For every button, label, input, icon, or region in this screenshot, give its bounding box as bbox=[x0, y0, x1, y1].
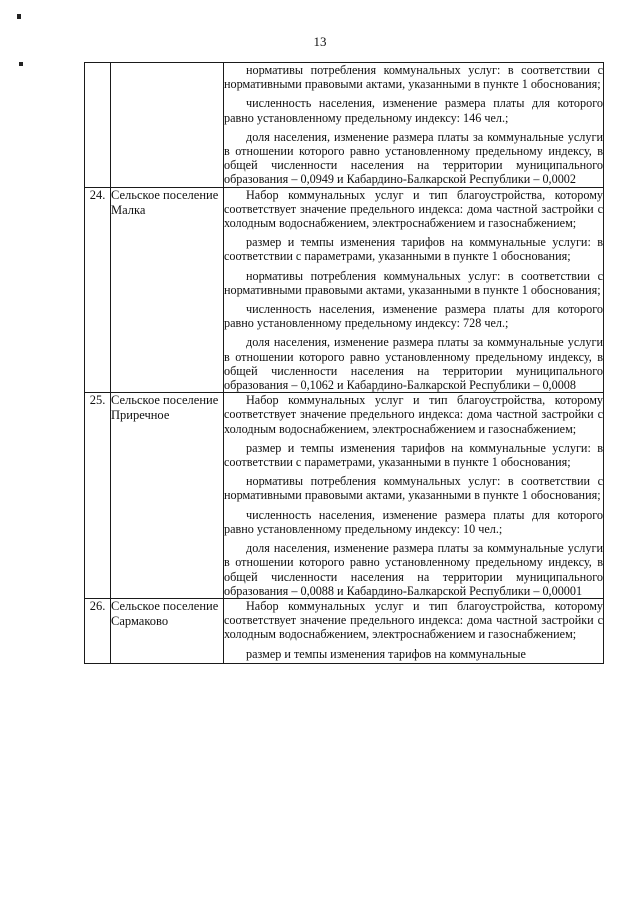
row-number: 26. bbox=[85, 598, 111, 663]
row-number bbox=[85, 63, 111, 188]
row-description bbox=[224, 187, 604, 393]
paragraph: размер и темпы изменения тарифов на коммунальные услуги: в соответствии с параметрами, указанными в пункте 1 обоснования; bbox=[224, 235, 603, 264]
paragraph: доля населения, изменение размера платы за коммунальные услуги в отношении которого равно установленному предельному индексу, в общей численности населения на территории муниципального образования – 0,1062 и Кабардино-Балкарской Республики – 0,0008 bbox=[224, 335, 603, 393]
settlement-name: Сельское поселение Малка bbox=[111, 187, 224, 393]
row-description bbox=[224, 598, 604, 663]
paragraph: численность населения, изменение размера платы для которого равно установленному предельному индексу: 10 чел.; bbox=[224, 507, 603, 536]
row-description bbox=[224, 393, 604, 599]
table-row bbox=[85, 393, 604, 599]
page-cutoff bbox=[224, 599, 603, 663]
data-table bbox=[84, 62, 604, 664]
table-row bbox=[85, 63, 604, 188]
page-number: 13 bbox=[313, 34, 327, 49]
row-number: 25. bbox=[85, 393, 111, 599]
paragraph: нормативы потребления коммунальных услуг: в соответствии с нормативными правовыми актами, указанными в пункте 1 обоснования; bbox=[224, 63, 603, 92]
paragraph: размер и темпы изменения тарифов на коммунальные услуги: в соответствии с параметрами, указанными в пункте 1 обоснования; bbox=[224, 440, 603, 470]
paragraph: Набор коммунальных услуг и тип благоустройства, которому соответствует значение предельного индекса: дома частной застройки с холодным водоснабжением, электроснабжением и газоснабжением; bbox=[224, 187, 603, 231]
paragraph: численность населения, изменение размера платы для которого равно установленному предельному индексу: 146 чел.; bbox=[224, 96, 603, 125]
settlement-name: Сельское поселение Приречное bbox=[111, 393, 224, 599]
paragraph: доля населения, изменение размера платы за коммунальные услуги в отношении которого равно установленному предельному индексу, в общей численности населения на территории муниципального образования – 0,0949 и Кабардино-Балкарской Республики – 0,0002 bbox=[224, 129, 603, 187]
scan-mark bbox=[19, 62, 23, 66]
paragraph: доля населения, изменение размера платы за коммунальные услуги в отношении которого равно установленному предельному индексу, в общей численности населения на территории муниципального образования – 0,0088 и Кабардино-Балкарской Республики – 0,00001 bbox=[224, 541, 603, 598]
table-row bbox=[85, 598, 604, 663]
paragraph: нормативы потребления коммунальных услуг: в соответствии с нормативными правовыми актами, указанными в пункте 1 обоснования; bbox=[224, 268, 603, 297]
paragraph: Набор коммунальных услуг и тип благоустройства, которому соответствует значение предельного индекса: дома частной застройки с холодным водоснабжением, электроснабжением и газоснабжением; bbox=[224, 393, 603, 436]
paragraph: размер и темпы изменения тарифов на коммунальные bbox=[246, 646, 526, 661]
settlement-name: Сельское поселение Сармаково bbox=[111, 598, 224, 663]
table-row bbox=[85, 187, 604, 393]
paragraph: численность населения, изменение размера платы для которого равно установленному предельному индексу: 728 чел.; bbox=[224, 302, 603, 331]
paragraph: Набор коммунальных услуг и тип благоустройства, которому соответствует значение предельного индекса: дома частной застройки с холодным водоснабжением, электроснабжением и газоснабжением; bbox=[224, 598, 603, 642]
row-number: 24. bbox=[85, 187, 111, 393]
settlement-name bbox=[111, 63, 224, 188]
scan-mark bbox=[17, 14, 21, 19]
paragraph: нормативы потребления коммунальных услуг: в соответствии с нормативными правовыми актами, указанными в пункте 1 обоснования; bbox=[224, 474, 603, 503]
row-description bbox=[224, 63, 604, 188]
